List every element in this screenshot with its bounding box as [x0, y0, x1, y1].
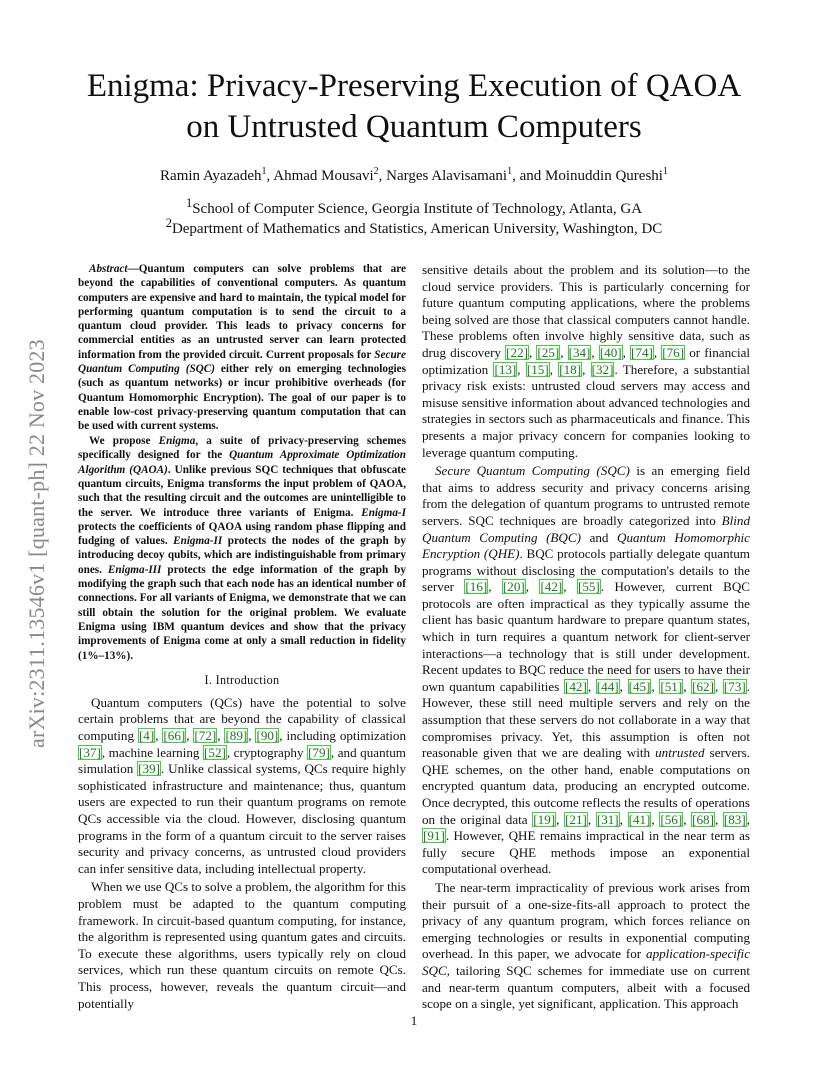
citation-link[interactable]: [51] [660, 678, 683, 694]
title-line-2: on Untrusted Quantum Computers [186, 109, 642, 145]
citation-link[interactable]: [15] [526, 361, 549, 377]
right-column [422, 262, 750, 1013]
citation-link[interactable]: [72] [194, 728, 217, 743]
citation-link[interactable]: [18] [559, 361, 582, 377]
right-paragraph-1: sensitive details about the problem and its solution—to the cloud service providers. This is particularly concerning for future quantum computing applications, where the problems being solved are those that classical computers cannot handle. These problems often involve highly sensitive data, such as drug discovery [22], [25], [34], [40], [74], [76] or financial optimization [13], [15], [18], [32]. Therefore, a substantial privacy risk exists: untrusted cloud servers may access and misuse sensitive information about advanced technologies and strategies in sectors such as pharmaceuticals and finance. This presents a major privacy concern for companies looking to leverage quantum computing. [422, 262, 751, 460]
author-affiliation-marker: 1 [662, 166, 668, 177]
abstract-label: Abstract [89, 263, 128, 275]
citation-link[interactable]: [21] [565, 811, 587, 827]
right-paragraph-3: The near-term impracticality of previous work arises from their pursuit of a one-size-fits-all approach to protect the privacy of any quantum program, which forces reliance on emerging technologies or results in exponential computing overhead. In this paper, we advocate for application-specific SQC, tailoring SQC schemes for immediate use on current and near-term quantum computers, albeit with a focused scope on a single, yet significant, application. This approach [422, 879, 751, 1012]
citation-link[interactable]: [62] [692, 678, 714, 694]
citation-link[interactable]: [19] [533, 811, 556, 827]
citation-link[interactable]: [45] [628, 678, 651, 694]
citation-link[interactable]: [31] [596, 811, 619, 827]
citation-link[interactable]: [34] [568, 344, 591, 360]
citation-link[interactable]: [52] [204, 744, 226, 760]
citation-link[interactable]: [20] [502, 579, 525, 595]
citation-link[interactable]: [13] [494, 361, 517, 377]
citation-link[interactable]: [37] [79, 744, 101, 760]
intro-paragraph-1: Quantum computers (QCs) have the potential to solve certain problems that are beyond the capability of classical computing [4], [66], [72], [89], [90], including optimization [37], machine learning [52], cryptography [79], and quantum simulation [39]. Unlike classical systems, QCs require highly sophisticated infrastructure and maintenance; thus, quantum users are expected to run their quantum programs on remote QCs accessible via the cloud. However, disclosing quantum programs in the form of a quantum circuit to the server raises security and privacy concerns, as untrusted cloud providers can infer sensitive data, including intellectual property. [78, 694, 407, 876]
citation-link[interactable]: [32] [591, 361, 614, 377]
citation-link[interactable]: [91] [423, 828, 445, 844]
abstract [78, 262, 406, 663]
intro-paragraph-2: When we use QCs to solve a problem, the algorithm for this problem must be adapted to the quantum computing framework. In circuit-based quantum computing, for instance, the algorithm is represented using quantum gates and circuits. To execute these algorithms, users typically rely on cloud services, which run these quantum circuits on remote QCs. This process, however, reveals the quantum circuit—and potentially [78, 879, 406, 1011]
citation-link[interactable]: [40] [599, 344, 622, 360]
citation-link[interactable]: [41] [628, 811, 651, 827]
citation-link[interactable]: [66] [163, 728, 186, 743]
section-heading-introduction: I. Introduction [204, 672, 280, 687]
citation-link[interactable]: [90] [256, 728, 279, 743]
author-name: Ramin Ayazadeh [160, 168, 262, 184]
author-name: Moinuddin Qureshi [545, 168, 663, 184]
author-affiliation-marker: 1 [507, 166, 513, 177]
citation-link[interactable]: [79] [308, 744, 330, 760]
citation-link[interactable]: [68] [692, 811, 714, 827]
paper-title [60, 66, 768, 148]
affiliation-2: $^2$Department of Mathematics and Statistics, American University, Washington, DC [165, 216, 663, 237]
citation-link[interactable]: [56] [660, 811, 683, 827]
citation-link[interactable]: [42] [565, 678, 587, 694]
citation-link[interactable]: [55] [577, 579, 600, 595]
arxiv-stamp: arXiv:2311.13546v1 [quant-ph] 22 Nov 2023 [24, 339, 49, 748]
abstract-paragraph-1: Abstract—Quantum computers can solve problems that are beyond the capabilities of conventional computers. As quantum computers are expensive and hard to maintain, the typical model for performing quantum computation is to send the circuit to a quantum cloud provider. This leads to privacy concerns for commercial entities as an untrusted server can learn protected information from the provided circuit. Current proposals for Secure Quantum Computing (SQC) either rely on emerging technologies (such as quantum networks) or incur prohibitive overheads (for Quantum Homomorphic Encryption). The goal of our paper is to enable low-cost privacy-preserving quantum computation that can be used with current systems. [78, 263, 406, 433]
abstract-paragraph-2: We propose Enigma, a suite of privacy-preserving schemes specifically designed for the Quantum Approximate Optimization Algorithm (QAOA). Unlike previous SQC techniques that obfuscate quantum circuits, Enigma transforms the input problem of QAOA, such that the resulting circuit and the outcomes are unintelligible to the server. We introduce three variants of Enigma. Enigma-I protects the coefficients of QAOA using random phase flipping and fudging of values. Enigma-II protects the nodes of the graph by introducing decoy qubits, which are indistinguishable from primary ones. Enigma-III protects the edge information of the graph by modifying the graph such that each node has an identical number of connections. For all variants of Enigma, we demonstrate that we can still obtain the solution for the original problem. We evaluate Enigma using IBM quantum devices and show that the privacy improvements of Enigma come at only a small reduction in fidelity (1%–13%). [78, 435, 407, 662]
affiliation-1: $^1$School of Computer Science, Georgia Institute of Technology, Atlanta, GA [185, 196, 643, 217]
citation-link[interactable]: [76] [662, 344, 685, 360]
citation-link[interactable]: [39] [138, 761, 160, 777]
author-affiliation-marker: 1 [261, 166, 267, 177]
author-list: Ramin Ayazadeh$^1$, Ahmad Mousavi$^2$, Narges Alavisamani$^1$, and Moinuddin Qureshi$^1$ [160, 166, 668, 184]
author-name: Ahmad Mousavi [273, 168, 374, 184]
citation-link[interactable]: [22] [506, 344, 528, 360]
author-affiliation-marker: 2 [373, 166, 379, 177]
citation-link[interactable]: [42] [540, 579, 563, 595]
citation-link[interactable]: [44] [596, 678, 619, 694]
citation-link[interactable]: [89] [225, 728, 248, 743]
introduction-text [78, 695, 406, 1012]
title-line-1: Enigma: Privacy-Preserving Execution of QAOA [86, 68, 742, 104]
author-name: Narges Alavisamani [386, 168, 508, 184]
citation-link[interactable]: [73] [723, 678, 746, 694]
citation-link[interactable]: [25] [537, 344, 560, 360]
citation-link[interactable]: [16] [465, 579, 488, 595]
left-column [78, 262, 406, 1012]
right-paragraph-2: Secure Quantum Computing (SQC) is an emerging field that aims to address security and privacy concerns arising from the delegation of quantum programs to untrusted remote servers. SQC techniques are broadly categorized into Blind Quantum Computing (BQC) and Quantum Homomorphic Encryption (QHE). BQC protocols partially delegate quantum programs without disclosing the computation's details to the server [16], [20], [42], [55]. However, current BQC protocols are often impractical as they typically assume the client has basic quantum hardware to prepare quantum states, which in turn requires a quantum network for client-server interactions—a technology that is still under development. Recent updates to BQC reduce the need for users to have their own quantum capabilities [42], [44], [45], [51], [62], [73]. However, these still need multiple servers and rely on the assumption that these servers do not collaborate in a way that compromises privacy. Yet, this assumption is often not reasonable given that we are dealing with untrusted servers. QHE schemes, on the other hand, enable computations on encrypted quantum data, producing an encrypted outcome. Once decrypted, this outcome reflects the results of operations on the original data [19], [21], [31], [41], [56], [68], [83], [91]. However, QHE remains impractical in the near term as fully secure QHE methods impose an exponential computational overhead. [422, 463, 751, 877]
citation-link[interactable]: [4] [138, 728, 155, 743]
citation-link[interactable]: [74] [631, 344, 653, 360]
page-number: 1 [410, 1013, 418, 1028]
citation-link[interactable]: [83] [723, 811, 746, 827]
